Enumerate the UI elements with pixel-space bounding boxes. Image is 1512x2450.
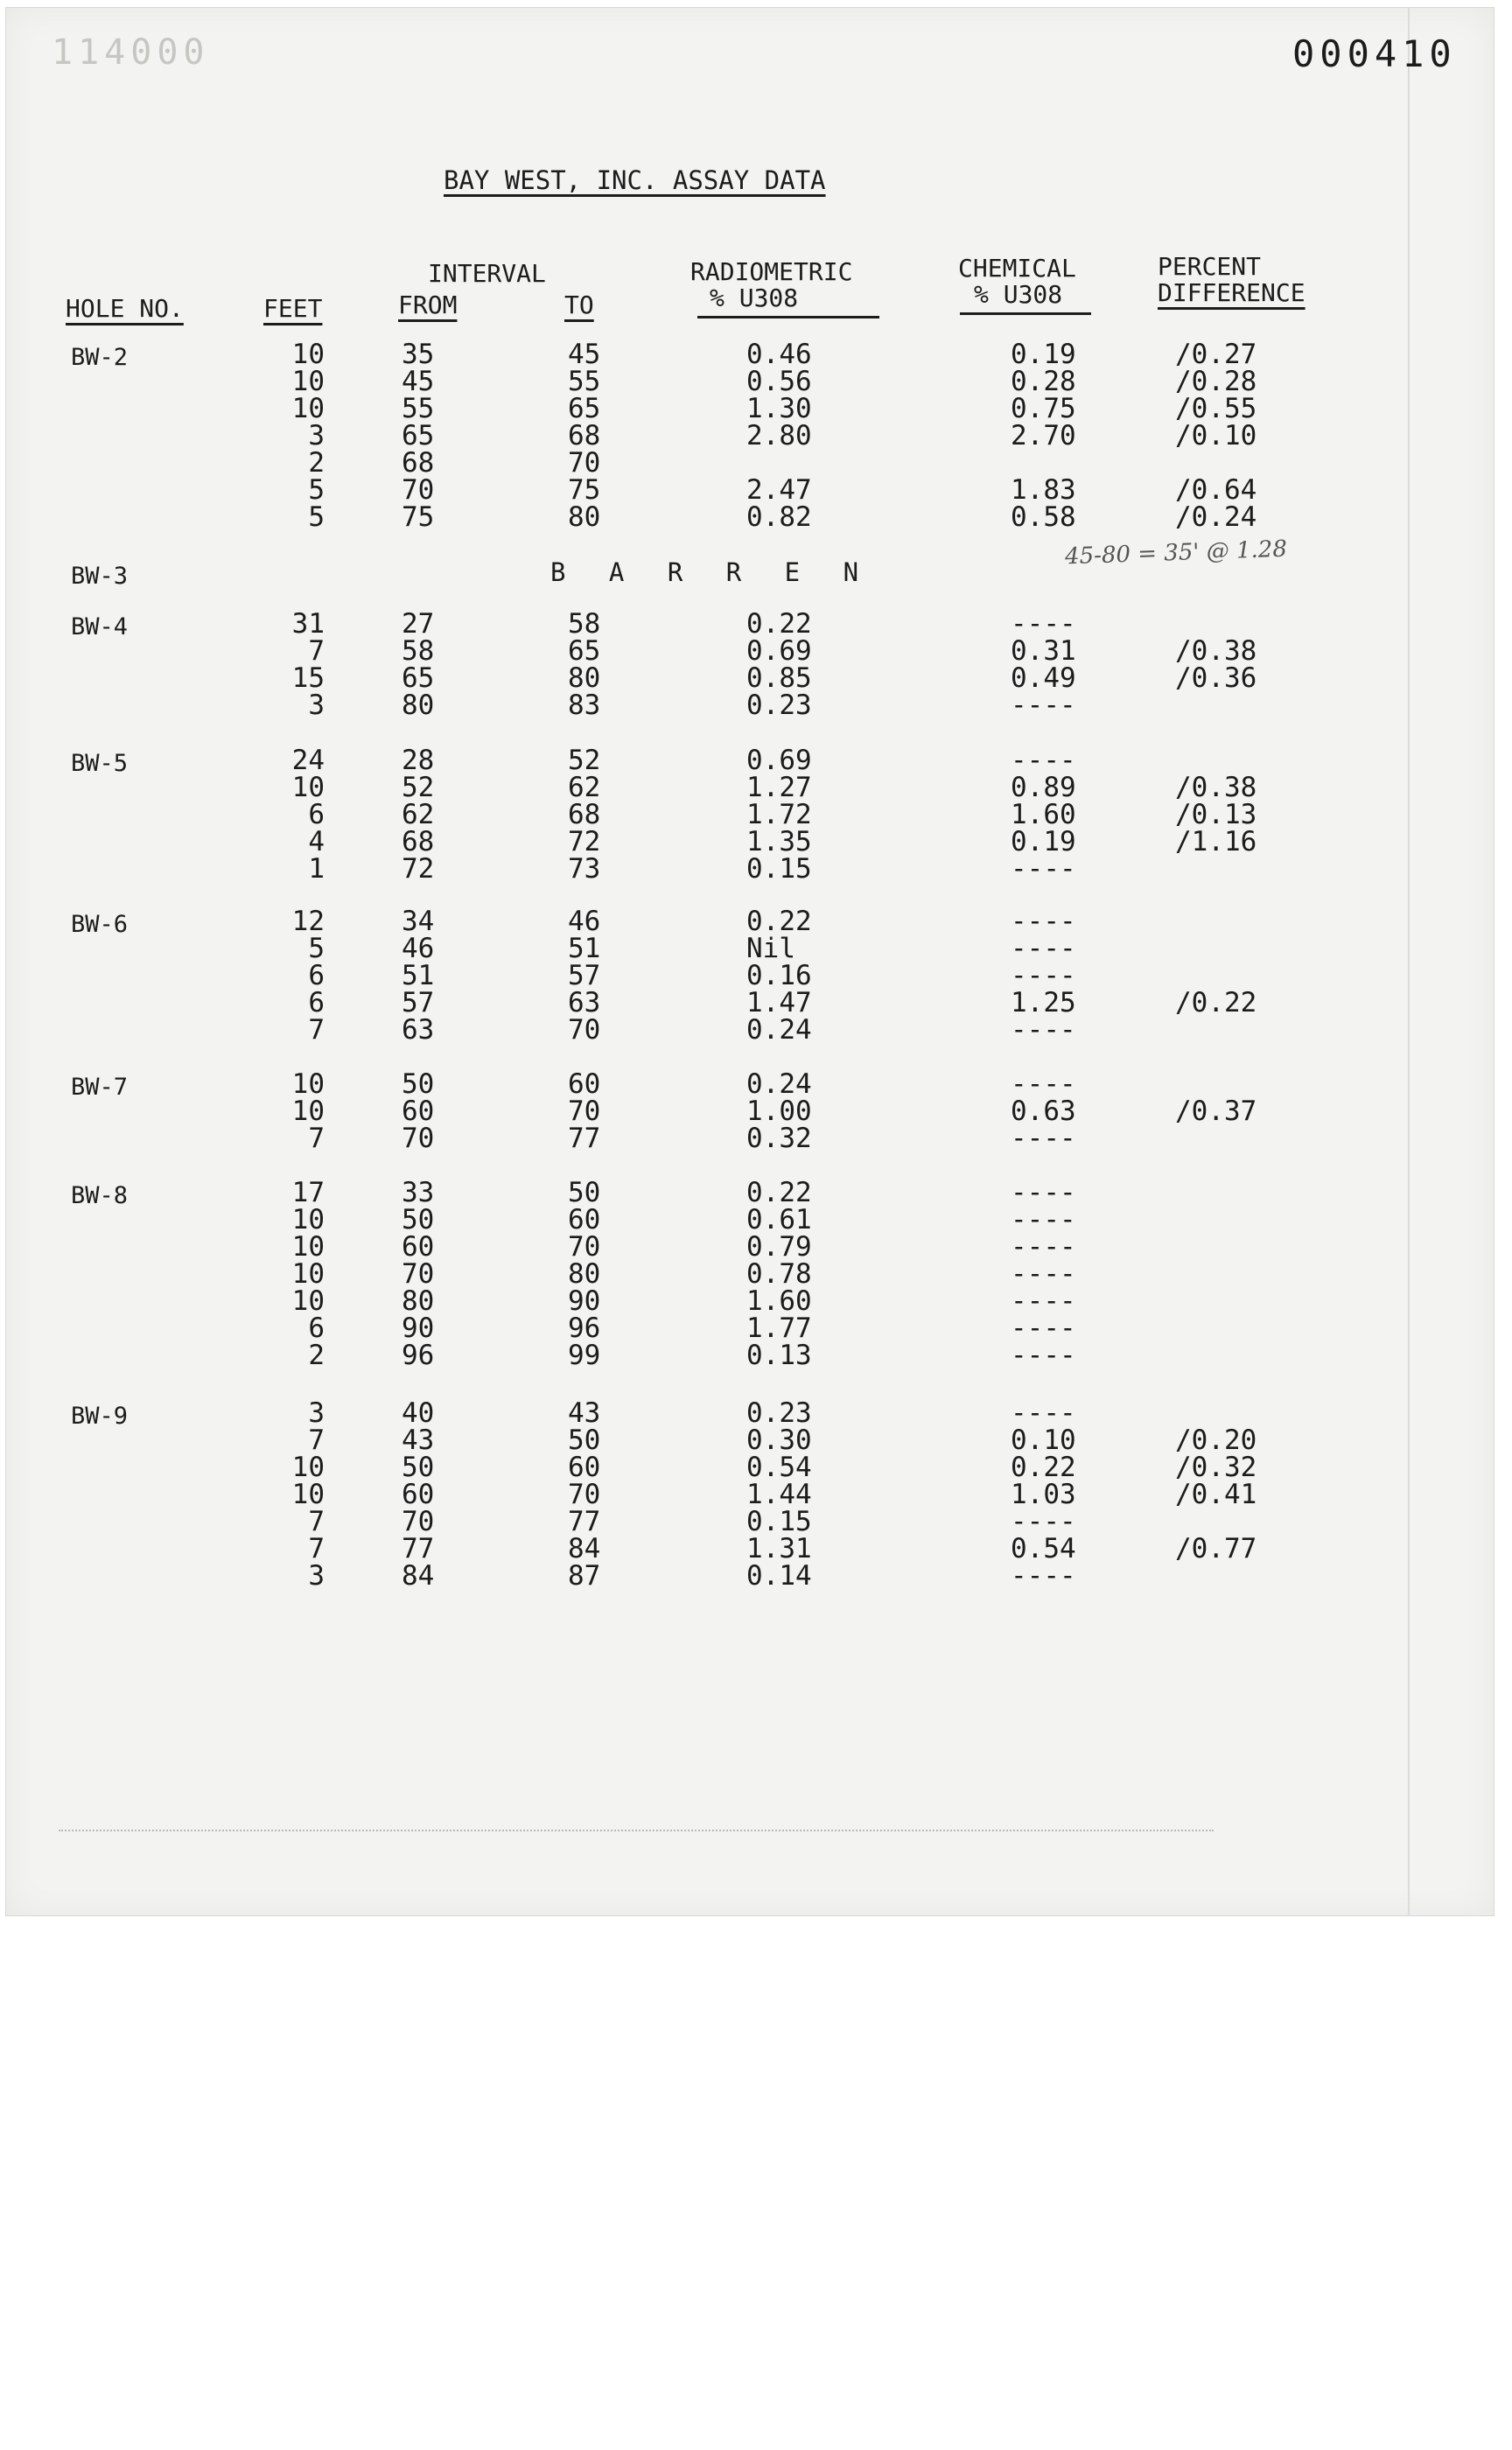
feet-cell: 4: [308, 826, 325, 858]
percent-difference-cell: /0.38: [1175, 772, 1257, 803]
hole-label: BW-6: [71, 911, 129, 938]
chemical-cell: ----: [1011, 853, 1076, 885]
feet-cell: 15: [291, 662, 325, 694]
to-cell: 83: [568, 690, 601, 721]
percent-difference-cell: /0.41: [1175, 1479, 1257, 1510]
table-row: [6, 610, 1494, 638]
feet-cell: 10: [291, 1096, 325, 1127]
to-cell: 80: [568, 1258, 601, 1290]
chemical-cell: 2.70: [1011, 420, 1076, 452]
to-cell: 72: [568, 826, 601, 858]
radiometric-cell: 2.47: [746, 474, 812, 506]
from-cell: 43: [402, 1424, 435, 1456]
percent-difference-cell: /0.64: [1175, 474, 1257, 506]
feet-cell: 10: [291, 1068, 325, 1100]
feet-cell: 10: [291, 1479, 325, 1510]
feet-cell: 10: [291, 1204, 325, 1236]
feet-cell: 6: [308, 1312, 325, 1344]
from-cell: 27: [402, 608, 435, 640]
table-row: [6, 1535, 1494, 1563]
from-cell: 50: [402, 1452, 435, 1483]
chemical-cell: ----: [1011, 1014, 1076, 1046]
hole-label: BW-3: [71, 563, 129, 590]
percent-difference-cell: /0.77: [1175, 1533, 1257, 1564]
feet-cell: 6: [308, 799, 325, 830]
table-row: [6, 1341, 1494, 1369]
from-cell: 35: [402, 339, 435, 370]
from-cell: 62: [402, 799, 435, 830]
to-cell: 58: [568, 608, 601, 640]
table-row: [6, 1399, 1494, 1427]
bottom-divider: [59, 1830, 1214, 1831]
chemical-cell: 0.89: [1011, 772, 1076, 803]
chemical-cell: 1.60: [1011, 799, 1076, 830]
chemical-cell: 0.49: [1011, 662, 1076, 694]
from-cell: 77: [402, 1533, 435, 1564]
to-cell: 43: [568, 1397, 601, 1429]
from-cell: 70: [402, 474, 435, 506]
radiometric-cell: 0.15: [746, 853, 812, 885]
feet-cell: 10: [291, 1258, 325, 1290]
feet-cell: 10: [291, 339, 325, 370]
feet-cell: 3: [308, 690, 325, 721]
chemical-cell: ----: [1011, 960, 1076, 991]
to-cell: 87: [568, 1560, 601, 1592]
radiometric-cell: 1.60: [746, 1285, 812, 1317]
to-cell: 57: [568, 960, 601, 991]
to-cell: 70: [568, 1096, 601, 1127]
table-row: [6, 1314, 1494, 1342]
to-cell: 70: [568, 447, 601, 479]
table-row: [6, 476, 1494, 504]
feet-cell: 10: [291, 1231, 325, 1263]
to-cell: 70: [568, 1479, 601, 1510]
from-cell: 63: [402, 1014, 435, 1046]
table-row: [6, 368, 1494, 396]
chemical-cell: ----: [1011, 745, 1076, 776]
page-number: 000410: [1292, 32, 1457, 75]
feet-cell: 10: [291, 366, 325, 397]
table-row: [6, 934, 1494, 962]
to-cell: 68: [568, 799, 601, 830]
percent-difference-cell: /0.36: [1175, 662, 1257, 694]
to-cell: 75: [568, 474, 601, 506]
table-row: [6, 1453, 1494, 1481]
percent-difference-cell: /0.20: [1175, 1424, 1257, 1456]
feet-cell: 12: [291, 906, 325, 937]
radiometric-cell: 1.77: [746, 1312, 812, 1344]
table-row: [6, 1070, 1494, 1098]
table-row: [6, 691, 1494, 719]
feet-cell: 5: [308, 501, 325, 533]
to-cell: 46: [568, 906, 601, 937]
from-cell: 68: [402, 826, 435, 858]
radiometric-cell: 2.80: [746, 420, 812, 452]
feet-cell: 17: [291, 1177, 325, 1208]
radiometric-cell: 0.23: [746, 690, 812, 721]
table-row: [6, 1179, 1494, 1207]
chemical-cell: 0.54: [1011, 1533, 1076, 1564]
from-cell: 60: [402, 1096, 435, 1127]
faint-page-number: 114000: [52, 32, 210, 73]
percent-difference-cell: /0.24: [1175, 501, 1257, 533]
to-cell: 96: [568, 1312, 601, 1344]
chemical-cell: ----: [1011, 1397, 1076, 1429]
percent-difference-cell: /0.10: [1175, 420, 1257, 452]
chemical-cell: ----: [1011, 608, 1076, 640]
header-chemical: CHEMICAL: [958, 254, 1076, 283]
radiometric-cell: 0.79: [746, 1231, 812, 1263]
table-row: [6, 855, 1494, 883]
header-hole-no: HOLE NO.: [66, 294, 184, 323]
from-cell: 70: [402, 1258, 435, 1290]
radiometric-cell: 0.14: [746, 1560, 812, 1592]
from-cell: 50: [402, 1068, 435, 1100]
radiometric-cell: 1.44: [746, 1479, 812, 1510]
header-interval: INTERVAL: [428, 259, 546, 288]
radiometric-cell: 0.85: [746, 662, 812, 694]
table-row: [6, 637, 1494, 665]
to-cell: 77: [568, 1506, 601, 1537]
from-cell: 70: [402, 1506, 435, 1537]
percent-difference-cell: /0.32: [1175, 1452, 1257, 1483]
table-row: [6, 774, 1494, 802]
document-page: [5, 7, 1494, 1916]
from-cell: 70: [402, 1123, 435, 1154]
from-cell: 84: [402, 1560, 435, 1592]
from-cell: 75: [402, 501, 435, 533]
feet-cell: 7: [308, 1506, 325, 1537]
from-cell: 90: [402, 1312, 435, 1344]
feet-cell: 3: [308, 1560, 325, 1592]
to-cell: 65: [568, 393, 601, 424]
feet-cell: 5: [308, 933, 325, 964]
radiometric-cell: 0.32: [746, 1123, 812, 1154]
to-cell: 84: [568, 1533, 601, 1564]
table-row: [6, 1260, 1494, 1288]
feet-cell: 10: [291, 772, 325, 803]
chemical-cell: ----: [1011, 1231, 1076, 1263]
feet-cell: 2: [308, 1340, 325, 1371]
radiometric-cell: 1.35: [746, 826, 812, 858]
radiometric-cell: 1.27: [746, 772, 812, 803]
table-row: [6, 828, 1494, 856]
to-cell: 63: [568, 987, 601, 1018]
feet-cell: 10: [291, 393, 325, 424]
hole-label: BW-8: [71, 1182, 129, 1209]
radiometric-cell: 0.56: [746, 366, 812, 397]
table-row: [6, 1016, 1494, 1044]
feet-cell: 10: [291, 1285, 325, 1317]
feet-cell: 7: [308, 1533, 325, 1564]
chemical-cell: ----: [1011, 933, 1076, 964]
table-row: [6, 907, 1494, 935]
chemical-rule: [960, 312, 1091, 315]
table-row: [6, 340, 1494, 368]
header-chemical-unit: % U308: [974, 280, 1063, 309]
to-cell: 80: [568, 501, 601, 533]
radiometric-cell: 1.47: [746, 987, 812, 1018]
radiometric-cell: 0.16: [746, 960, 812, 991]
to-cell: 45: [568, 339, 601, 370]
radiometric-cell: 0.23: [746, 1397, 812, 1429]
radiometric-cell: 1.72: [746, 799, 812, 830]
table-row: [6, 962, 1494, 990]
feet-cell: 2: [308, 447, 325, 479]
radiometric-cell: 0.78: [746, 1258, 812, 1290]
from-cell: 68: [402, 447, 435, 479]
from-cell: 52: [402, 772, 435, 803]
to-cell: 60: [568, 1204, 601, 1236]
to-cell: 77: [568, 1123, 601, 1154]
table-row: [6, 746, 1494, 774]
from-cell: 96: [402, 1340, 435, 1371]
chemical-cell: 0.28: [1011, 366, 1076, 397]
from-cell: 33: [402, 1177, 435, 1208]
to-cell: 50: [568, 1424, 601, 1456]
percent-difference-cell: /1.16: [1175, 826, 1257, 858]
feet-cell: 24: [291, 745, 325, 776]
to-cell: 99: [568, 1340, 601, 1371]
header-difference: DIFFERENCE: [1158, 278, 1306, 307]
chemical-cell: ----: [1011, 1506, 1076, 1537]
feet-cell: 1: [308, 853, 325, 885]
chemical-cell: 0.58: [1011, 501, 1076, 533]
chemical-cell: ----: [1011, 1123, 1076, 1154]
radiometric-cell: 0.15: [746, 1506, 812, 1537]
table-row: [6, 664, 1494, 692]
to-cell: 90: [568, 1285, 601, 1317]
feet-cell: 10: [291, 1452, 325, 1483]
from-cell: 65: [402, 420, 435, 452]
feet-cell: 7: [308, 635, 325, 667]
chemical-cell: 1.03: [1011, 1479, 1076, 1510]
percent-difference-cell: /0.38: [1175, 635, 1257, 667]
header-radiometric: RADIOMETRIC: [690, 257, 853, 286]
percent-difference-cell: /0.22: [1175, 987, 1257, 1018]
hole-label: BW-9: [71, 1403, 129, 1430]
chemical-cell: 0.19: [1011, 826, 1076, 858]
from-cell: 80: [402, 1285, 435, 1317]
feet-cell: 7: [308, 1014, 325, 1046]
radiometric-cell: 0.46: [746, 339, 812, 370]
feet-cell: 7: [308, 1123, 325, 1154]
from-cell: 58: [402, 635, 435, 667]
radiometric-cell: 1.31: [746, 1533, 812, 1564]
from-cell: 80: [402, 690, 435, 721]
radiometric-cell: 0.24: [746, 1014, 812, 1046]
chemical-cell: 0.10: [1011, 1424, 1076, 1456]
barren-label: B A R R E N: [550, 557, 873, 587]
table-row: [6, 1097, 1494, 1125]
from-cell: 65: [402, 662, 435, 694]
from-cell: 55: [402, 393, 435, 424]
chemical-cell: ----: [1011, 1177, 1076, 1208]
from-cell: 51: [402, 960, 435, 991]
table-row: [6, 395, 1494, 423]
to-cell: 80: [568, 662, 601, 694]
header-radiometric-unit: % U308: [710, 284, 799, 312]
document-title: BAY WEST, INC. ASSAY DATA: [444, 165, 826, 195]
table-row: [6, 503, 1494, 531]
table-row: [6, 801, 1494, 829]
chemical-cell: 1.83: [1011, 474, 1076, 506]
table-row: [6, 1426, 1494, 1454]
chemical-cell: 1.25: [1011, 987, 1076, 1018]
from-cell: 50: [402, 1204, 435, 1236]
percent-difference-cell: /0.27: [1175, 339, 1257, 370]
chemical-cell: ----: [1011, 1312, 1076, 1344]
feet-cell: 31: [291, 608, 325, 640]
from-cell: 45: [402, 366, 435, 397]
feet-cell: 3: [308, 420, 325, 452]
from-cell: 34: [402, 906, 435, 937]
radiometric-cell: 0.13: [746, 1340, 812, 1371]
table-row: [6, 1480, 1494, 1508]
table-row: [6, 449, 1494, 477]
percent-difference-cell: /0.13: [1175, 799, 1257, 830]
from-cell: 57: [402, 987, 435, 1018]
table-row: [6, 1508, 1494, 1536]
to-cell: 51: [568, 933, 601, 964]
radiometric-cell: 1.00: [746, 1096, 812, 1127]
to-cell: 73: [568, 853, 601, 885]
percent-difference-cell: /0.28: [1175, 366, 1257, 397]
to-cell: 65: [568, 635, 601, 667]
header-feet: FEET: [263, 294, 323, 323]
hole-label: BW-7: [71, 1074, 129, 1101]
header-percent: PERCENT: [1158, 252, 1262, 281]
hole-label: BW-4: [71, 613, 129, 640]
radiometric-cell: 0.69: [746, 745, 812, 776]
radiometric-cell: 0.54: [746, 1452, 812, 1483]
radiometric-cell: 1.30: [746, 393, 812, 424]
to-cell: 55: [568, 366, 601, 397]
radiometric-cell: 0.22: [746, 608, 812, 640]
chemical-cell: 0.22: [1011, 1452, 1076, 1483]
table-row: [6, 1206, 1494, 1234]
chemical-cell: 0.19: [1011, 339, 1076, 370]
hole-label: BW-2: [71, 344, 129, 371]
table-row: [6, 422, 1494, 450]
chemical-cell: ----: [1011, 1340, 1076, 1371]
from-cell: 28: [402, 745, 435, 776]
radiometric-cell: Nil: [746, 933, 795, 964]
radiometric-cell: 0.82: [746, 501, 812, 533]
table-row: [6, 989, 1494, 1017]
to-cell: 70: [568, 1014, 601, 1046]
to-cell: 62: [568, 772, 601, 803]
radiometric-cell: 0.24: [746, 1068, 812, 1100]
feet-cell: 7: [308, 1424, 325, 1456]
radiometric-cell: 0.30: [746, 1424, 812, 1456]
from-cell: 72: [402, 853, 435, 885]
to-cell: 50: [568, 1177, 601, 1208]
radiometric-cell: 0.69: [746, 635, 812, 667]
header-from: FROM: [398, 290, 458, 319]
percent-difference-cell: /0.55: [1175, 393, 1257, 424]
feet-cell: 5: [308, 474, 325, 506]
hole-label: BW-5: [71, 750, 129, 777]
radiometric-cell: 0.22: [746, 1177, 812, 1208]
radiometric-cell: 0.22: [746, 906, 812, 937]
feet-cell: 6: [308, 960, 325, 991]
table-row: [6, 1562, 1494, 1590]
chemical-cell: ----: [1011, 1285, 1076, 1317]
from-cell: 46: [402, 933, 435, 964]
feet-cell: 3: [308, 1397, 325, 1429]
chemical-cell: 0.31: [1011, 635, 1076, 667]
handwritten-note: 45-80 = 35' @ 1.28: [1064, 536, 1288, 570]
chemical-cell: ----: [1011, 1258, 1076, 1290]
from-cell: 60: [402, 1231, 435, 1263]
from-cell: 60: [402, 1479, 435, 1510]
to-cell: 60: [568, 1068, 601, 1100]
percent-difference-cell: /0.37: [1175, 1096, 1257, 1127]
table-row: [6, 1287, 1494, 1315]
chemical-cell: ----: [1011, 906, 1076, 937]
to-cell: 60: [568, 1452, 601, 1483]
chemical-cell: 0.75: [1011, 393, 1076, 424]
chemical-cell: ----: [1011, 1204, 1076, 1236]
from-cell: 40: [402, 1397, 435, 1429]
feet-cell: 6: [308, 987, 325, 1018]
to-cell: 68: [568, 420, 601, 452]
table-row: [6, 1124, 1494, 1152]
to-cell: 70: [568, 1231, 601, 1263]
table-row: [6, 1233, 1494, 1261]
chemical-cell: ----: [1011, 1068, 1076, 1100]
chemical-cell: ----: [1011, 690, 1076, 721]
radiometric-cell: 0.61: [746, 1204, 812, 1236]
to-cell: 52: [568, 745, 601, 776]
radiometric-rule: [697, 316, 879, 318]
chemical-cell: ----: [1011, 1560, 1076, 1592]
header-to: TO: [564, 290, 594, 319]
chemical-cell: 0.63: [1011, 1096, 1076, 1127]
